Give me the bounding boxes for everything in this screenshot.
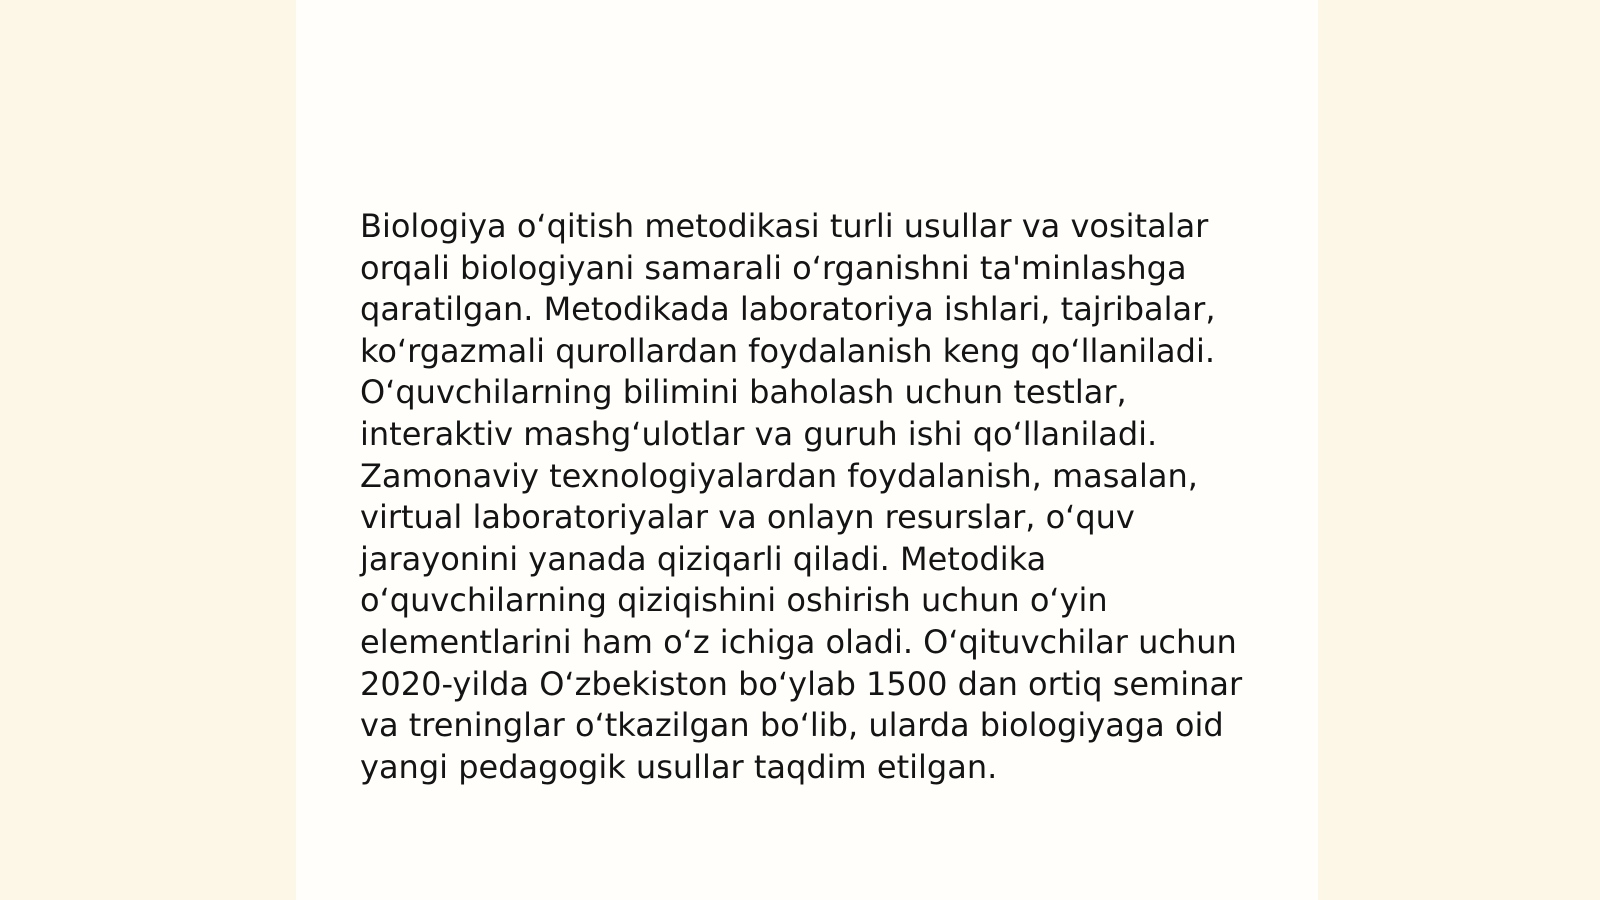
body-paragraph — [360, 206, 1243, 788]
paragraph-line: 2020-yilda Oʻzbekiston boʻylab 1500 dan ortiq seminar — [360, 664, 1243, 703]
paragraph-line: va treninglar oʻtkazilgan boʻlib, ularda biologiyaga oid — [360, 706, 1224, 745]
paragraph-line: interaktiv mashgʻulotlar va guruh ishi qoʻllaniladi. — [360, 414, 1158, 453]
paragraph-line: oʻquvchilarning qiziqishini oshirish uchun oʻyin — [360, 581, 1108, 620]
paragraph-line: yangi pedagogik usullar taqdim etilgan. — [360, 747, 998, 786]
document-page — [296, 0, 1318, 900]
paragraph-line: virtual laboratoriyalar va onlayn resurslar, oʻquv — [360, 498, 1135, 537]
paragraph-line: Biologiya oʻqitish metodikasi turli usullar va vositalar — [360, 207, 1209, 245]
paragraph-line: Oʻquvchilarning bilimini baholash uchun testlar, — [360, 373, 1127, 412]
paragraph-line: Zamonaviy texnologiyalardan foydalanish, masalan, — [360, 456, 1198, 495]
paragraph-line: qaratilgan. Metodikada laboratoriya ishlari, tajribalar, — [360, 290, 1216, 329]
paragraph-line: koʻrgazmali qurollardan foydalanish keng qoʻllaniladi. — [360, 331, 1216, 370]
paragraph-line: orqali biologiyani samarali oʻrganishni ta'minlashga — [360, 248, 1187, 287]
paragraph-line: elementlarini ham oʻz ichiga oladi. Oʻqituvchilar uchun — [360, 622, 1237, 661]
paragraph-line: jarayonini yanada qiziqarli qiladi. Metodika — [360, 539, 1047, 578]
